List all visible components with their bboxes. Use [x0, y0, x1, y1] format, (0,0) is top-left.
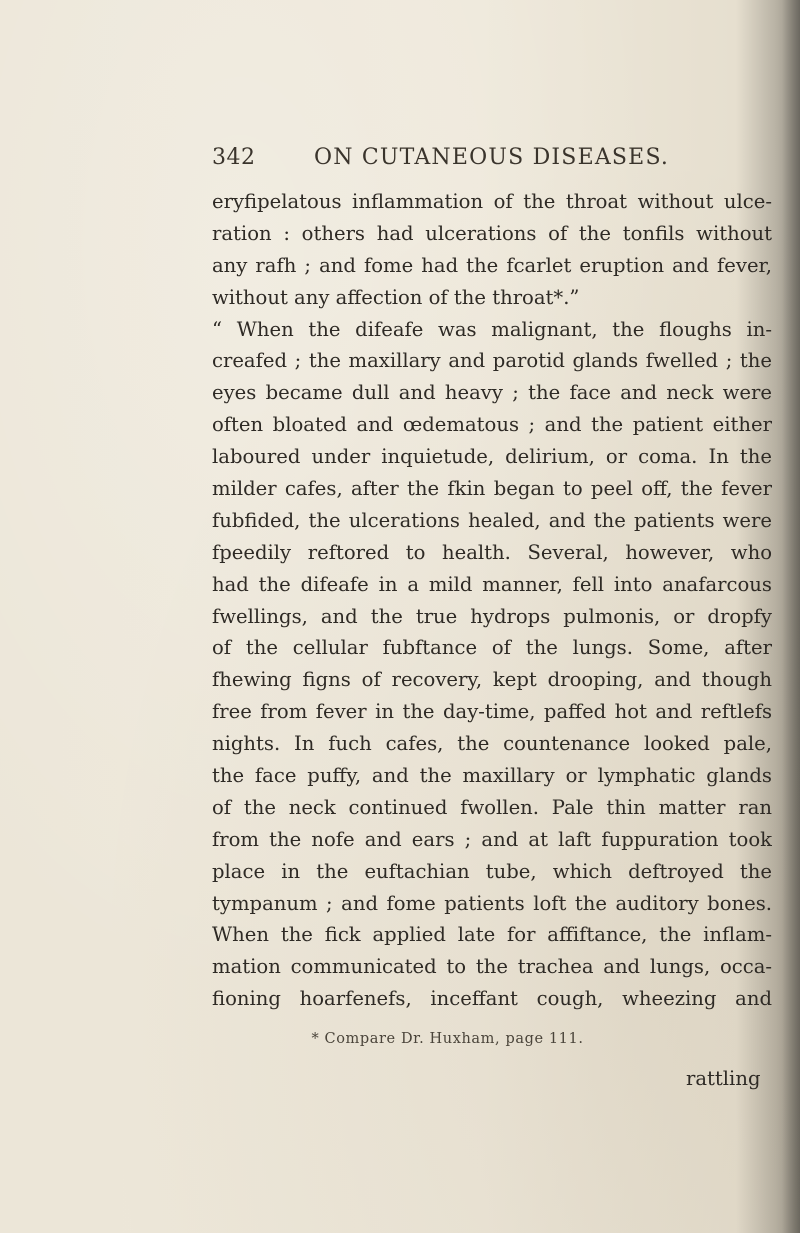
body-text	[212, 186, 772, 1015]
catchword: rattling	[686, 1067, 761, 1090]
footnote: * Compare Dr. Huxham, page 111.	[311, 1031, 584, 1047]
text-line: milder cafes, after the fkin began to peel off, the fever	[212, 477, 772, 501]
text-line: any rafh ; and fome had the fcarlet eruption and fever,	[212, 253, 772, 277]
running-head: ON CUTANEOUS DISEASES.	[314, 145, 670, 170]
text-line: laboured under inquietude, delirium, or coma. In the	[212, 445, 772, 469]
text-line: without any affection of the throat*.”	[212, 285, 580, 309]
page-number: 342	[212, 145, 256, 170]
page-edge-shadow	[782, 0, 800, 1233]
text-line: fubfided, the ulcerations healed, and the patients were	[212, 508, 772, 532]
text-line: from the nofe and ears ; and at laft fuppuration took	[212, 827, 772, 851]
text-line: of the neck continued fwollen. Pale thin matter ran	[212, 795, 772, 819]
text-line: often bloated and œdematous ; and the patient either	[212, 413, 772, 437]
text-line: eyes became dull and heavy ; the face and neck were	[212, 381, 772, 405]
text-line: fwellings, and the true hydrops pulmonis, or dropfy	[212, 604, 772, 628]
text-line: creafed ; the maxillary and parotid glands fwelled ; the	[212, 349, 772, 373]
text-line: eryfipelatous inflammation of the throat without ulce-	[212, 190, 772, 213]
text-line: fioning hoarfenefs, inceffant cough, wheezing and	[212, 987, 772, 1011]
text-line: fhewing figns of recovery, kept drooping, and though	[212, 668, 772, 692]
text-line: When the fick applied late for affiftance, the inflam-	[212, 923, 772, 947]
text-line: the face puffy, and the maxillary or lymphatic glands	[212, 764, 772, 788]
text-line: nights. In fuch cafes, the countenance looked pale,	[212, 732, 772, 756]
text-line: place in the euftachian tube, which deftroyed the	[212, 859, 772, 883]
text-line: fpeedily reftored to health. Several, however, who	[212, 540, 772, 564]
text-line: “ When the difeafe was malignant, the floughs in-	[212, 317, 772, 341]
text-line: free from fever in the day-time, paffed hot and reftlefs	[212, 700, 772, 724]
text-line: of the cellular fubftance of the lungs. Some, after	[212, 636, 772, 660]
text-line: mation communicated to the trachea and lungs, occa-	[212, 955, 772, 979]
page-header	[0, 145, 800, 179]
text-line: ration : others had ulcerations of the tonfils without	[212, 221, 772, 245]
text-line: had the difeafe in a mild manner, fell into anafarcous	[212, 572, 772, 596]
text-line: tympanum ; and fome patients loft the auditory bones.	[212, 891, 772, 915]
